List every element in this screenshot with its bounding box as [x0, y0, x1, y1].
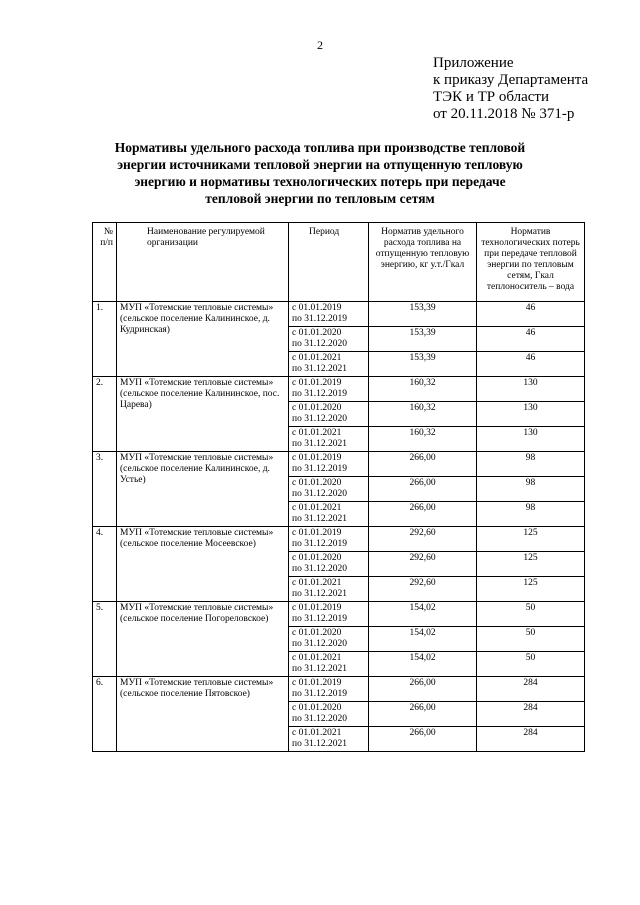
period-to: по 31.12.2020 [292, 489, 347, 499]
period-from: с 01.01.2021 [292, 578, 342, 588]
period-from: с 01.01.2021 [292, 428, 342, 438]
organization-name: МУП «Тотемские тепловые системы» [120, 303, 274, 313]
period-cell [289, 352, 369, 377]
organization-place: (сельское поселение Калининское, д. Устье) [120, 464, 270, 485]
period-from: с 01.01.2021 [292, 653, 342, 663]
fuel-norm-value: 153,39 [369, 352, 477, 377]
organization-place: (сельское поселение Пятовское) [120, 689, 250, 699]
period-cell [289, 552, 369, 577]
period-cell [289, 377, 369, 402]
period-cell [289, 577, 369, 602]
loss-norm-value: 98 [477, 452, 585, 477]
organization-cell [117, 677, 289, 752]
title-line: Нормативы удельного расхода топлива при производстве тепловой [114, 140, 526, 155]
period-to: по 31.12.2019 [292, 689, 347, 699]
fuel-norm-value: 153,39 [369, 327, 477, 352]
period-to: по 31.12.2020 [292, 414, 347, 424]
period-from: с 01.01.2020 [292, 403, 342, 413]
title-line: тепловой энергии по тепловым сетям [205, 191, 435, 206]
loss-norm-value: 98 [477, 477, 585, 502]
period-to: по 31.12.2019 [292, 464, 347, 474]
header-loss-norm: Норматив технологических потерь при передаче тепловой энергии по тепловым сетям, Гкал теплоноситель – вода [477, 223, 585, 302]
organization-place: (сельское поселение Мосеевское) [120, 539, 256, 549]
fuel-norm-value: 160,32 [369, 377, 477, 402]
appendix-line: от 20.11.2018 № 371-р [433, 106, 575, 122]
period-to: по 31.12.2019 [292, 389, 347, 399]
loss-norm-value: 125 [477, 552, 585, 577]
table-row [93, 677, 585, 702]
fuel-norm-value: 160,32 [369, 402, 477, 427]
organization-name: МУП «Тотемские тепловые системы» [120, 678, 274, 688]
period-cell [289, 627, 369, 652]
period-to: по 31.12.2019 [292, 539, 347, 549]
table-row [93, 302, 585, 327]
title-line: энергии источниками тепловой энергии на отпущенную тепловую [117, 157, 523, 172]
period-cell [289, 427, 369, 452]
title-line: энергию и нормативы технологических потерь при передаче [134, 174, 506, 189]
organization-cell [117, 377, 289, 452]
organization-cell [117, 452, 289, 527]
period-to: по 31.12.2020 [292, 339, 347, 349]
norms-table [92, 222, 585, 752]
period-from: с 01.01.2020 [292, 703, 342, 713]
period-cell [289, 727, 369, 752]
loss-norm-value: 50 [477, 627, 585, 652]
period-to: по 31.12.2021 [292, 739, 347, 749]
period-cell [289, 477, 369, 502]
fuel-norm-value: 153,39 [369, 302, 477, 327]
loss-norm-value: 284 [477, 727, 585, 752]
organization-place: (сельское поселение Калининское, д. Кудринская) [120, 314, 270, 335]
period-cell [289, 527, 369, 552]
appendix-line: ТЭК и ТР области [433, 89, 549, 105]
organization-name: МУП «Тотемские тепловые системы» [120, 528, 274, 538]
loss-norm-value: 46 [477, 302, 585, 327]
period-cell [289, 652, 369, 677]
period-to: по 31.12.2021 [292, 439, 347, 449]
appendix-line: к приказу Департамента [433, 72, 589, 88]
period-from: с 01.01.2019 [292, 678, 342, 688]
loss-norm-value: 130 [477, 377, 585, 402]
period-to: по 31.12.2019 [292, 314, 347, 324]
period-from: с 01.01.2021 [292, 503, 342, 513]
page-number: 2 [317, 38, 323, 52]
period-from: с 01.01.2020 [292, 328, 342, 338]
table-row [93, 527, 585, 552]
period-to: по 31.12.2021 [292, 589, 347, 599]
period-to: по 31.12.2020 [292, 714, 347, 724]
row-number: 1. [93, 302, 117, 377]
fuel-norm-value: 292,60 [369, 577, 477, 602]
loss-norm-value: 125 [477, 577, 585, 602]
period-cell [289, 302, 369, 327]
loss-norm-value: 130 [477, 402, 585, 427]
period-to: по 31.12.2021 [292, 364, 347, 374]
organization-name: МУП «Тотемские тепловые системы» [120, 378, 274, 388]
period-cell [289, 452, 369, 477]
fuel-norm-value: 292,60 [369, 527, 477, 552]
period-from: с 01.01.2020 [292, 478, 342, 488]
organization-place: (сельское поселение Калининское, пос. Царева) [120, 389, 280, 410]
loss-norm-value: 50 [477, 602, 585, 627]
period-cell [289, 327, 369, 352]
fuel-norm-value: 154,02 [369, 652, 477, 677]
period-from: с 01.01.2021 [292, 353, 342, 363]
fuel-norm-value: 160,32 [369, 427, 477, 452]
organization-name: МУП «Тотемские тепловые системы» [120, 603, 274, 613]
appendix-line: Приложение [433, 55, 514, 71]
period-from: с 01.01.2019 [292, 453, 342, 463]
document-title [60, 139, 580, 207]
row-number: 5. [93, 602, 117, 677]
period-cell [289, 502, 369, 527]
fuel-norm-value: 266,00 [369, 702, 477, 727]
loss-norm-value: 284 [477, 702, 585, 727]
fuel-norm-value: 292,60 [369, 552, 477, 577]
table-row [93, 452, 585, 477]
fuel-norm-value: 154,02 [369, 627, 477, 652]
period-to: по 31.12.2019 [292, 614, 347, 624]
table-header-row [93, 223, 585, 302]
loss-norm-value: 284 [477, 677, 585, 702]
period-to: по 31.12.2021 [292, 664, 347, 674]
row-number: 6. [93, 677, 117, 752]
fuel-norm-value: 266,00 [369, 502, 477, 527]
period-from: с 01.01.2020 [292, 553, 342, 563]
fuel-norm-value: 266,00 [369, 452, 477, 477]
appendix-block [433, 55, 588, 123]
organization-cell [117, 527, 289, 602]
organization-place: (сельское поселение Погореловское) [120, 614, 269, 624]
loss-norm-value: 50 [477, 652, 585, 677]
period-to: по 31.12.2020 [292, 564, 347, 574]
fuel-norm-value: 266,00 [369, 677, 477, 702]
header-fuel-norm: Норматив удельного расхода топлива на отпущенную тепловую энергию, кг у.т./Гкал [369, 223, 477, 302]
period-cell [289, 702, 369, 727]
loss-norm-value: 98 [477, 502, 585, 527]
loss-norm-value: 46 [477, 352, 585, 377]
header-organization: Наименование регулируемой организации [117, 223, 289, 302]
fuel-norm-value: 266,00 [369, 477, 477, 502]
row-number: 3. [93, 452, 117, 527]
period-from: с 01.01.2020 [292, 628, 342, 638]
fuel-norm-value: 266,00 [369, 727, 477, 752]
fuel-norm-value: 154,02 [369, 602, 477, 627]
period-cell [289, 602, 369, 627]
period-from: с 01.01.2019 [292, 528, 342, 538]
row-number: 4. [93, 527, 117, 602]
loss-norm-value: 130 [477, 427, 585, 452]
period-from: с 01.01.2019 [292, 603, 342, 613]
period-cell [289, 402, 369, 427]
period-from: с 01.01.2019 [292, 378, 342, 388]
period-to: по 31.12.2021 [292, 514, 347, 524]
period-from: с 01.01.2021 [292, 728, 342, 738]
table-body [93, 302, 585, 752]
organization-name: МУП «Тотемские тепловые системы» [120, 453, 274, 463]
header-period: Период [289, 223, 369, 302]
loss-norm-value: 125 [477, 527, 585, 552]
table-row [93, 377, 585, 402]
period-to: по 31.12.2020 [292, 639, 347, 649]
loss-norm-value: 46 [477, 327, 585, 352]
table-row [93, 602, 585, 627]
organization-cell [117, 602, 289, 677]
period-from: с 01.01.2019 [292, 303, 342, 313]
organization-cell [117, 302, 289, 377]
row-number: 2. [93, 377, 117, 452]
period-cell [289, 677, 369, 702]
header-number: № п/п [93, 223, 117, 302]
